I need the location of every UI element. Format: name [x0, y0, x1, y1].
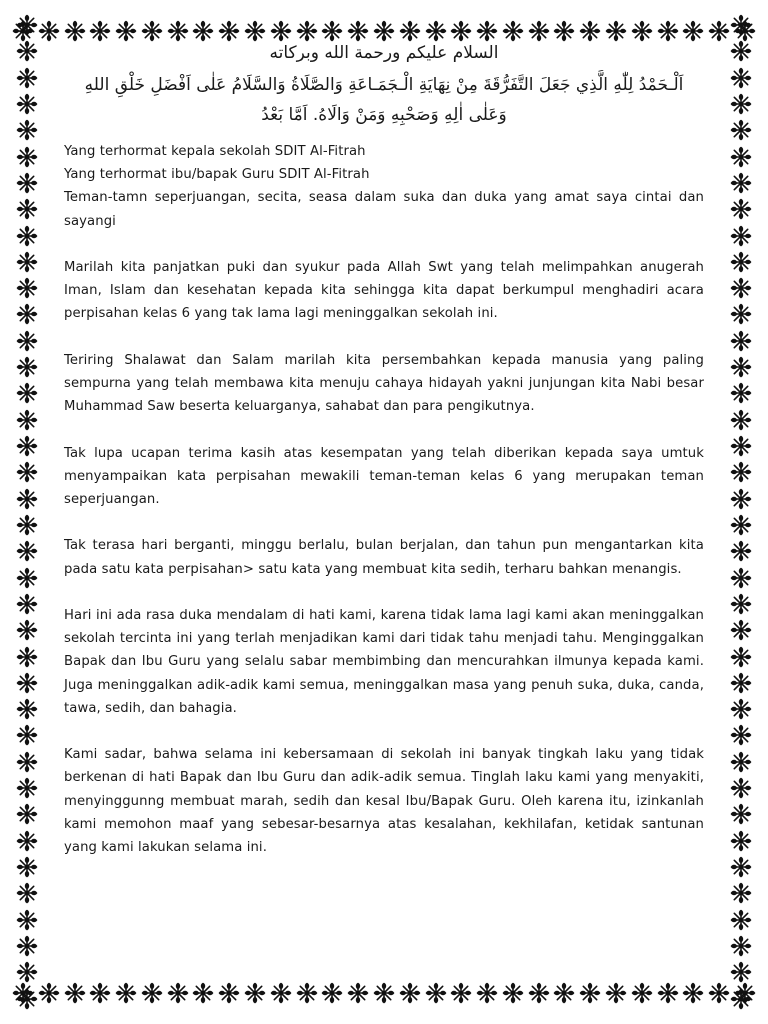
star-flower-icon: [730, 567, 752, 589]
star-flower-icon: [553, 20, 575, 42]
star-flower-icon: [730, 961, 752, 983]
star-flower-icon: [16, 672, 38, 694]
star-flower-icon: [476, 20, 498, 42]
star-flower-icon: [373, 982, 395, 1004]
star-flower-icon: [730, 856, 752, 878]
star-flower-icon: [553, 982, 575, 1004]
star-flower-icon: [16, 593, 38, 615]
star-flower-icon: [16, 382, 38, 404]
star-flower-icon: [16, 277, 38, 299]
paragraph-apology: Kami sadar, bahwa selama ini kebersamaan di sekolah ini banyak tingkah laku yang tidak berkenan di hati Bapak dan Ibu Guru dan adik-adik semua. Tinglah laku kami yang menyakiti, menyinggunng membuat marah, sedih dan kesal Ibu/Bapak Guru. Oleh karena itu, izinkanlah kami memohon maaf yang sebesar-besarnya atas kesalahan, kekhilafan, ketidak santunan yang kami lakukan selama ini.: [64, 747, 704, 855]
border-bottom: [0, 976, 768, 1010]
star-flower-icon: [16, 93, 38, 115]
star-flower-icon: [730, 409, 752, 431]
star-flower-icon: [296, 982, 318, 1004]
star-flower-icon: [16, 330, 38, 352]
star-flower-icon: [16, 356, 38, 378]
star-flower-icon: [605, 982, 627, 1004]
star-flower-icon: [347, 20, 369, 42]
star-flower-icon: [528, 20, 550, 42]
star-flower-icon: [579, 982, 601, 1004]
star-flower-icon: [16, 646, 38, 668]
star-flower-icon: [730, 830, 752, 852]
star-flower-icon: [605, 20, 627, 42]
star-flower-icon: [218, 982, 240, 1004]
star-flower-icon: [270, 982, 292, 1004]
star-flower-icon: [730, 461, 752, 483]
star-flower-icon: [730, 382, 752, 404]
paragraph-gratitude: Marilah kita panjatkan puki dan syukur pada Allah Swt yang telah melimpahkan anugerah Iman, Islam dan kesehatan kepada kita sehingga kita dapat berkumpul menghadiri acara perpisahan kelas 6 yang tak lama lagi meninggalkan sekolah ini.: [64, 260, 704, 322]
star-flower-icon: [16, 303, 38, 325]
star-flower-icon: [373, 20, 395, 42]
speech-body: [64, 140, 704, 859]
star-flower-icon: [730, 777, 752, 799]
star-flower-icon: [730, 251, 752, 273]
star-flower-icon: [141, 982, 163, 1004]
border-right: [724, 0, 758, 1024]
star-flower-icon: [730, 882, 752, 904]
star-flower-icon: [16, 724, 38, 746]
paragraph-sorrow: Hari ini ada rasa duka mendalam di hati kami, karena tidak lama lagi kami akan meninggalkan sekolah tercinta ini yang terlah menjadikan kami dari tidak tahu menjadi tahu. Menginggalkan Bapak dan Ibu Guru yang selalu sabar membimbing dan mencurahkan ilmunya kepada kami. Juga meninggalkan adik-adik kami semua, meninggalkan masa yang penuh suka, duka, canda, tawa, sedih, dan bahagia.: [64, 607, 704, 716]
star-flower-icon: [730, 93, 752, 115]
star-flower-icon: [730, 146, 752, 168]
star-flower-icon: [16, 488, 38, 510]
speech-document: [64, 40, 704, 882]
star-flower-icon: [730, 303, 752, 325]
star-flower-icon: [657, 982, 679, 1004]
star-flower-icon: [115, 20, 137, 42]
star-flower-icon: [631, 20, 653, 42]
star-flower-icon: [167, 982, 189, 1004]
star-flower-icon: [730, 909, 752, 931]
star-flower-icon: [115, 982, 137, 1004]
star-flower-icon: [64, 20, 86, 42]
star-flower-icon: [730, 540, 752, 562]
star-flower-icon: [730, 751, 752, 773]
star-flower-icon: [730, 724, 752, 746]
greeting-line: Yang terhormat kepala sekolah SDIT Al-Fitrah: [64, 144, 366, 159]
star-flower-icon: [730, 435, 752, 457]
star-flower-icon: [16, 751, 38, 773]
star-flower-icon: [657, 20, 679, 42]
star-flower-icon: [730, 67, 752, 89]
star-flower-icon: [16, 961, 38, 983]
star-flower-icon: [244, 982, 266, 1004]
star-flower-icon: [16, 119, 38, 141]
star-flower-icon: [16, 172, 38, 194]
star-flower-icon: [16, 777, 38, 799]
star-flower-icon: [730, 119, 752, 141]
star-flower-icon: [16, 251, 38, 273]
star-flower-icon: [730, 330, 752, 352]
star-flower-icon: [16, 435, 38, 457]
star-flower-icon: [631, 982, 653, 1004]
star-flower-icon: [16, 619, 38, 641]
star-flower-icon: [16, 882, 38, 904]
star-flower-icon: [730, 619, 752, 641]
paragraph-shalawat: Teriring Shalawat dan Salam marilah kita persembahkan kepada manusia yang paling sempurna yang telah membawa kita menuju cahaya hidayah yakni junjungan kita Nabi besar Muhammad Saw beserta keluarganya, sahabat dan para pengikutnya.: [64, 352, 704, 415]
star-flower-icon: [64, 982, 86, 1004]
star-flower-icon: [192, 20, 214, 42]
star-flower-icon: [682, 20, 704, 42]
star-flower-icon: [730, 356, 752, 378]
star-flower-icon: [218, 20, 240, 42]
star-flower-icon: [167, 20, 189, 42]
greeting-line: Yang terhormat ibu/bapak Guru SDIT Al-Fitrah: [64, 167, 370, 183]
star-flower-icon: [244, 20, 266, 42]
star-flower-icon: [16, 67, 38, 89]
star-flower-icon: [730, 672, 752, 694]
star-flower-icon: [16, 14, 38, 36]
salam-heading: السلام عليكم ورحمة الله وبركاته: [269, 43, 499, 63]
star-flower-icon: [682, 982, 704, 1004]
star-flower-icon: [730, 646, 752, 668]
star-flower-icon: [730, 935, 752, 957]
star-flower-icon: [425, 20, 447, 42]
star-flower-icon: [16, 698, 38, 720]
star-flower-icon: [89, 20, 111, 42]
star-flower-icon: [579, 20, 601, 42]
star-flower-icon: [16, 40, 38, 62]
star-flower-icon: [450, 20, 472, 42]
star-flower-icon: [192, 982, 214, 1004]
star-flower-icon: [730, 40, 752, 62]
star-flower-icon: [730, 198, 752, 220]
star-flower-icon: [16, 567, 38, 589]
paragraph-time-passing: Tak terasa hari berganti, minggu berlalu, bulan berjalan, dan tahun pun mengantarkan kita pada satu kata perpisahan> satu kata yang membuat kita sedih, terharu bahkan menangis.: [64, 538, 704, 577]
star-flower-icon: [16, 909, 38, 931]
star-flower-icon: [502, 982, 524, 1004]
star-flower-icon: [730, 277, 752, 299]
arabic-opening-line-1: اَلْـحَمْدُ لِلّٰهِ الَّذِي جَعَلَ التَّفَرُّقَةَ مِنْ نِهَايَةِ الْـجَمَـاعَةِ وَالصَّلَاةُ وَالسَّلَامُ عَلٰى اَفْضَلِ خَلْقِ اللهِ: [84, 75, 684, 95]
star-flower-icon: [16, 514, 38, 536]
star-flower-icon: [16, 146, 38, 168]
star-flower-icon: [730, 988, 752, 1010]
star-flower-icon: [476, 982, 498, 1004]
star-flower-icon: [399, 20, 421, 42]
paragraph-thanks: Tak lupa ucapan terima kasih atas kesempatan yang telah diberikan kepada saya umtuk menyampaikan kata perpisahan mewakili teman-teman kelas 6 yang merupakan teman seperjuangan.: [64, 445, 704, 507]
star-flower-icon: [16, 198, 38, 220]
star-flower-icon: [730, 14, 752, 36]
star-flower-icon: [321, 982, 343, 1004]
star-flower-icon: [16, 461, 38, 483]
greeting-line: Teman-tamn seperjuangan, secita, seasa dalam suka dan duka yang amat saya cintai dan sayangi: [64, 190, 704, 229]
star-flower-icon: [399, 982, 421, 1004]
border-left: [10, 0, 44, 1024]
star-flower-icon: [730, 593, 752, 615]
star-flower-icon: [425, 982, 447, 1004]
star-flower-icon: [141, 20, 163, 42]
star-flower-icon: [16, 856, 38, 878]
star-flower-icon: [450, 982, 472, 1004]
arabic-opening: [38, 70, 730, 130]
star-flower-icon: [730, 225, 752, 247]
star-flower-icon: [528, 982, 550, 1004]
star-flower-icon: [730, 172, 752, 194]
star-flower-icon: [296, 20, 318, 42]
star-flower-icon: [347, 982, 369, 1004]
star-flower-icon: [16, 803, 38, 825]
star-flower-icon: [730, 698, 752, 720]
star-flower-icon: [16, 935, 38, 957]
star-flower-icon: [16, 988, 38, 1010]
star-flower-icon: [16, 540, 38, 562]
star-flower-icon: [730, 803, 752, 825]
star-flower-icon: [730, 514, 752, 536]
star-flower-icon: [89, 982, 111, 1004]
star-flower-icon: [730, 488, 752, 510]
star-flower-icon: [16, 409, 38, 431]
star-flower-icon: [16, 830, 38, 852]
star-flower-icon: [321, 20, 343, 42]
star-flower-icon: [16, 225, 38, 247]
arabic-opening-line-2: وَعَلٰى اٰلِهِ وَصَحْبِهِ وَمَنْ وَالَاهُ. اَمَّا بَعْدُ: [261, 105, 507, 125]
star-flower-icon: [502, 20, 524, 42]
star-flower-icon: [270, 20, 292, 42]
